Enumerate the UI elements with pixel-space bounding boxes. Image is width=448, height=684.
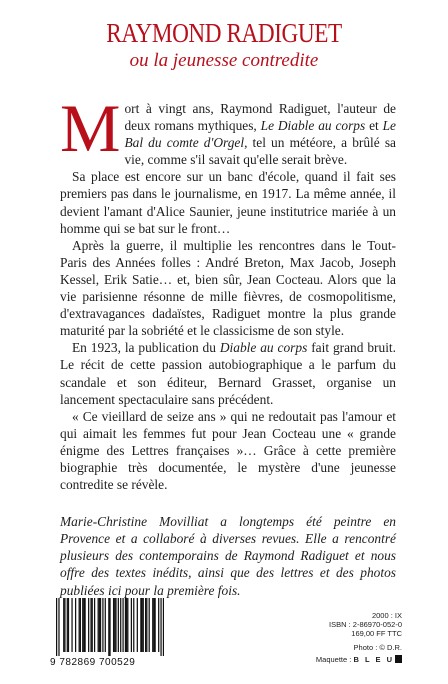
barcode-bar [149,598,150,652]
blurb-paragraph-3: Après la guerre, il multiplie les rencontres dans le Tout-Paris des Années folles : André Breton, Max Jacob, Joseph Kessel, Erik Satie… et, bien sûr, Jean Cocteau. Alors que la vie parisienne résonne de mille fièvres, de cosmopolitisme, d'extravagances dadaïstes, Radiguet montre la plus grande maturité par la sobriété et le classicisme de son style. [60,237,396,339]
author-bio: Marie-Christine Movilliat a longtemps été peintre en Provence et a collaboré à diverses revues. Elle a rencontré plusieurs des contemporains de Raymond Radiguet et nous offre des textes inédits, ainsi que des lettres et des photos publiées ici pour la première fois. [60,514,396,598]
barcode-bar [158,598,159,652]
barcode-bar [125,598,126,652]
barcode-bar [152,598,153,652]
blurb-paragraph-1 [60,90,396,168]
barcode-bar [92,598,93,652]
barcode-bar [113,598,114,652]
barcode-bar [102,598,103,652]
p1-runs [124,101,396,167]
barcode-bar [145,598,146,652]
credits [222,642,402,666]
text-run: et [365,118,383,134]
p4-runs [60,340,396,406]
book-title-reference: Le Diable au corps [260,118,366,134]
barcode-bar [80,598,81,652]
publication-info [242,611,402,638]
barcode-bar [68,598,69,652]
year-code: 2000 : IX [371,611,402,620]
barcode-bar [63,598,64,652]
text-run: ort à vingt ans, Raymond Radiguet, l'auteur de deux romans mythiques, [124,101,396,134]
barcode-bar [58,598,59,656]
barcode-bar [137,598,138,652]
barcode-bar [153,598,154,652]
barcode-icon [56,598,164,656]
text-run: fait grand bruit. Le récit de cette passion autobiographique a le parfum du scandale et son éditeur, Bernard Grasset, organise un lancement spectaculaire sans précédent. [60,340,397,407]
book-subtitle: ou la jeunesse contredite [129,50,319,71]
barcode-bar [131,598,132,652]
blurb-paragraph-5: « Ce vieillard de seize ans » qui ne redoutait pas l'amour et qui aimait les femmes fut pour Jean Cocteau une « grande énigme des Lettres françaises »… Grâce à cette première biographie très documentée, le mystère d'une jeunesse contredite se révèle. [60,408,396,493]
barcode-digits: 9 782869 700529 [50,657,136,668]
barcode-bar [120,598,121,652]
barcode-bar [141,598,142,652]
barcode-bar [127,598,128,652]
barcode-bar [98,598,99,652]
book-title: RAYMOND RADIGUET [106,18,342,48]
barcode-bar [71,598,72,652]
barcode-bar [67,598,68,652]
barcode-bar [115,598,116,652]
barcode-bar [94,598,95,652]
barcode-bar [109,598,110,656]
barcode-bar [122,598,123,652]
barcode-bar [140,598,141,652]
barcode-bar [90,598,91,652]
barcode-bar [56,598,57,656]
text-run: En 1923, la publication du [72,340,220,356]
barcode-bar [88,598,89,652]
blurb-paragraph-4 [60,339,396,407]
barcode-bar [146,598,147,652]
maquette-label: Maquette : [315,655,352,664]
blurb-text [60,90,397,599]
isbn: ISBN : 2-86970-052-0 [329,620,402,629]
book-title-reference: Le Bal du comte d'Orgel [124,118,396,151]
design-credit [222,654,402,666]
book-title-reference: Diable au corps [219,340,308,356]
barcode-bar [163,598,164,656]
text-run: , tel un météore, a brûlé sa vie, comme s'il savait qu'elle serait brève. [124,135,396,168]
barcode-bar [126,598,127,652]
photo-credit: Photo : © D.R. [353,643,402,652]
barcode-bar [133,598,134,652]
barcode-bar [160,598,161,656]
price: 169,00 FF TTC [351,629,402,638]
barcode-bar [83,598,84,652]
barcode-bar [155,598,156,652]
bleu-logo-mark-icon [395,655,402,663]
barcode-bar [99,598,100,652]
barcode-bar [143,598,144,652]
barcode-bar [114,598,115,652]
bleu-logo: B L E U [353,655,394,664]
barcode-bar [105,598,106,652]
barcode-bar [84,598,85,652]
barcode-bar [82,598,83,652]
barcode-bar [64,598,65,652]
barcode-bar [100,598,101,652]
blurb-paragraph-2: Sa place est encore sur un banc d'école, quand il fait ses premiers pas dans le journalisme, en 1917. La même année, il devient l'amant d'Alice Saunier, jeune institutrice mariée à un homme qui se bat sur le front… [60,169,396,236]
barcode-bar [108,598,109,656]
barcode-bar [75,598,76,652]
barcode-bar [79,598,80,652]
drop-cap: M [60,90,121,166]
barcode-bar [118,598,119,652]
